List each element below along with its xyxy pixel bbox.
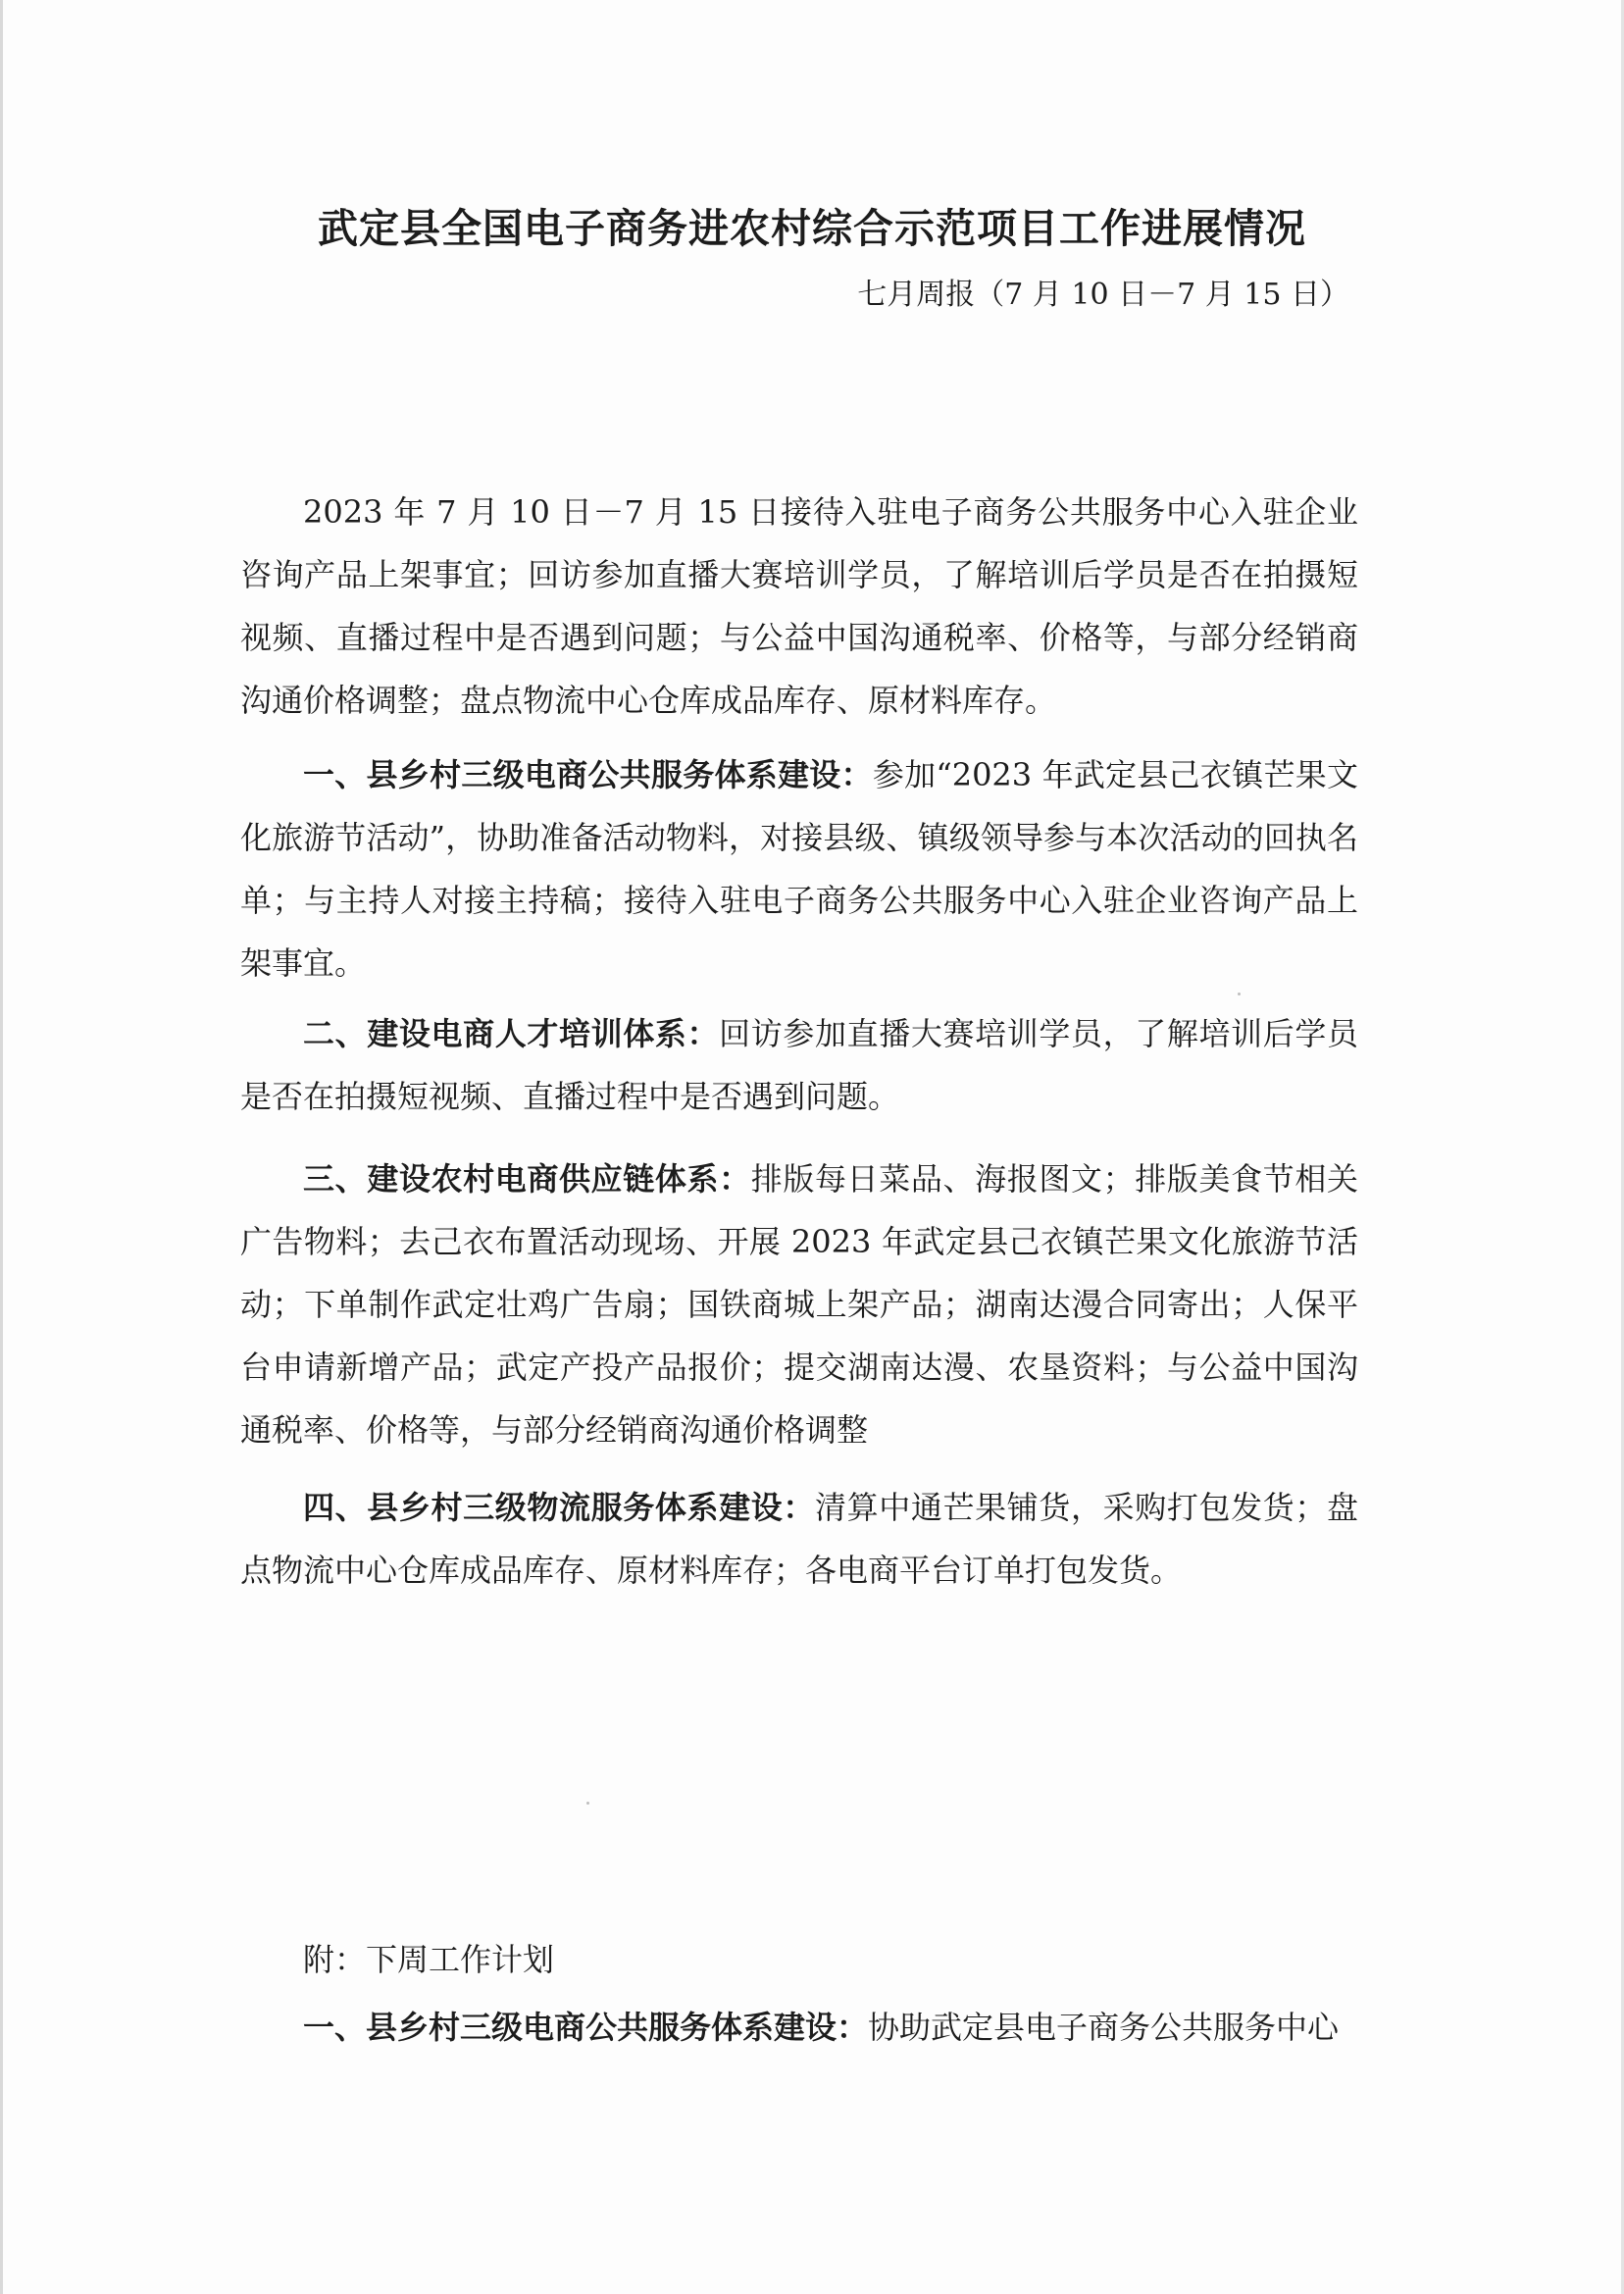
section-4-paragraph — [240, 1476, 1358, 1602]
document-title: 武定县全国电子商务进农村综合示范项目工作进展情况 — [318, 205, 1306, 252]
section-3-heading: 三、建设农村电商供应链体系： — [303, 1160, 751, 1198]
section-3-paragraph — [240, 1147, 1358, 1461]
next-week-item-1-heading: 一、县乡村三级电商公共服务体系建设： — [303, 2009, 869, 2046]
section-1-paragraph — [240, 743, 1358, 994]
intro-paragraph: 2023 年 7 月 10 日－7 月 15 日接待入驻电子商务公共服务中心入驻企业咨询产品上架事宜；回访参加直播大赛培训学员，了解培训后学员是否在拍摄短视频、直播过程中是否遇到问题；与公益中国沟通税率、价格等，与部分经销商沟通价格调整；盘点物流中心仓库成品库存、原材料库存。 — [240, 493, 1358, 719]
scan-edge-left — [0, 0, 3, 2294]
scan-speck — [586, 1802, 589, 1805]
section-4-heading: 四、县乡村三级物流服务体系建设： — [303, 1489, 815, 1526]
scan-speck — [1238, 993, 1241, 995]
section-4-text: 清算中通芒果铺货，采购打包发货；盘点物流中心仓库成品库存、原材料库存；各电商平台订单打包发货。 — [240, 1489, 1358, 1589]
document-subtitle: 七月周报（7 月 10 日－7 月 15 日） — [857, 278, 1349, 312]
section-1-text: 参加“2023 年武定县己衣镇芒果文化旅游节活动”，协助准备活动物料，对接县级、镇级领导参与本次活动的回执名单；与主持人对接主持稿；接待入驻电子商务公共服务中心入驻企业咨询产品上架事宜。 — [240, 756, 1358, 982]
section-1-heading: 一、县乡村三级电商公共服务体系建设： — [303, 756, 873, 793]
appendix-label: 附：下周工作计划 — [303, 1941, 555, 1978]
section-2-heading: 二、建设电商人才培训体系： — [303, 1015, 720, 1052]
next-week-item-1 — [240, 1996, 1358, 2059]
section-3-text: 排版每日菜品、海报图文；排版美食节相关广告物料；去己衣布置活动现场、开展 2023 年武定县己衣镇芒果文化旅游节活动；下单制作武定壮鸡广告扇；国铁商城上架产品；湖南达漫合同寄出；人保平台申请新增产品；武定产投产品报价；提交湖南达漫、农垦资料；与公益中国沟通税率、价格等，与部分经销商沟通价格调整 — [240, 1160, 1358, 1449]
section-2-paragraph — [240, 1002, 1358, 1128]
next-week-item-1-text: 协助武定县电子商务公共服务中心 — [868, 2009, 1340, 2046]
section-2-text: 回访参加直播大赛培训学员，了解培训后学员是否在拍摄短视频、直播过程中是否遇到问题。 — [240, 1015, 1358, 1115]
